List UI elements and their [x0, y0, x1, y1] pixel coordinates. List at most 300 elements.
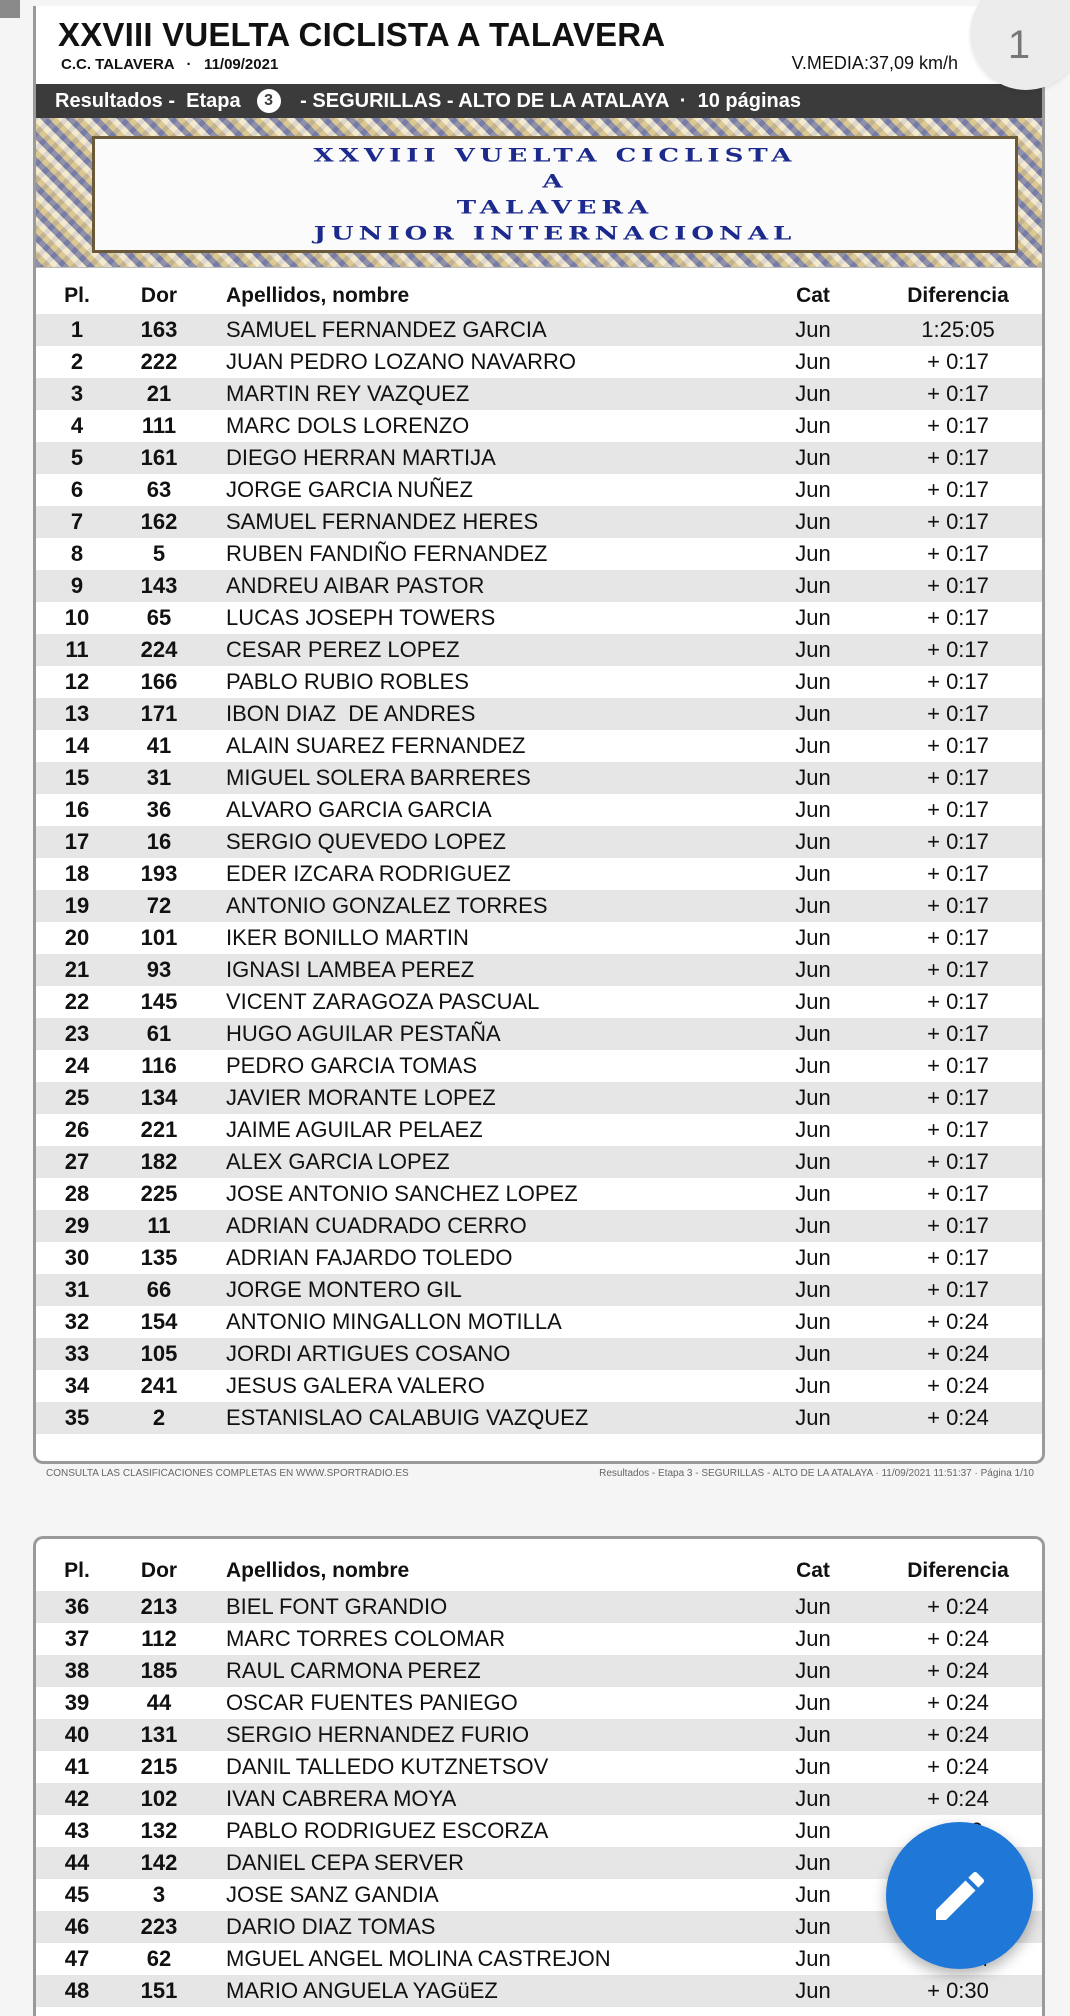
result-row — [36, 698, 1042, 730]
cell-position: 2 — [70, 349, 84, 374]
footer-right-text: Resultados - Etapa 3 - SEGURILLAS - ALTO DE LA ATALAYA · 11/09/2021 11:51:37 · Página 1/10 — [599, 1468, 1034, 1479]
cell-difference: + 0:17 — [927, 413, 989, 438]
col-header-name: Apellidos, nombre — [226, 284, 410, 307]
banner-line: XXVIII VUELTA CICLISTA — [313, 145, 797, 166]
result-row — [36, 1242, 1042, 1274]
result-row — [36, 1402, 1042, 1434]
cell-category: Jun — [795, 1658, 831, 1683]
cell-bib: 221 — [140, 1117, 178, 1142]
results-table-page-1 — [36, 314, 1042, 1434]
cell-bib: 16 — [146, 829, 172, 854]
cell-difference: + 0:24 — [927, 1658, 989, 1683]
col-header-bib: Dor — [140, 1559, 178, 1582]
cell-category: Jun — [795, 381, 831, 406]
col-header-difference: Diferencia — [907, 1559, 1009, 1582]
result-row — [36, 1783, 1042, 1815]
cell-rider-name: ADRIAN CUADRADO CERRO — [226, 1213, 527, 1238]
cell-bib: 61 — [146, 1021, 172, 1046]
result-row — [36, 1018, 1042, 1050]
cell-category: Jun — [795, 1882, 831, 1907]
cell-bib: 166 — [140, 669, 178, 694]
result-row — [36, 1623, 1042, 1655]
cell-difference: + 0:24 — [927, 1754, 989, 1779]
result-row — [36, 1815, 1042, 1847]
cell-category: Jun — [795, 861, 831, 886]
cell-position: 3 — [70, 381, 84, 406]
cell-rider-name: JOSE SANZ GANDIA — [226, 1882, 439, 1907]
result-row — [36, 794, 1042, 826]
result-row — [36, 506, 1042, 538]
cell-difference: + 0:17 — [927, 829, 989, 854]
cell-difference: + 0:17 — [927, 1181, 989, 1206]
cell-rider-name: ALEX GARCIA LOPEZ — [226, 1149, 450, 1174]
cell-position: 19 — [64, 893, 90, 918]
cell-category: Jun — [795, 573, 831, 598]
cell-rider-name: RUBEN FANDIÑO FERNANDEZ — [226, 541, 548, 566]
cell-category: Jun — [795, 1309, 831, 1334]
col-header-difference: Diferencia — [907, 284, 1009, 307]
cell-bib: 143 — [140, 573, 178, 598]
cell-rider-name: MARC DOLS LORENZO — [226, 413, 470, 438]
cell-rider-name: DARIO DIAZ TOMAS — [226, 1914, 436, 1939]
cell-category: Jun — [795, 1021, 831, 1046]
cell-position: 45 — [64, 1882, 90, 1907]
cell-category: Jun — [795, 1149, 831, 1174]
result-row — [36, 1306, 1042, 1338]
cell-category: Jun — [795, 637, 831, 662]
cell-difference: + 0:17 — [927, 1245, 989, 1270]
cell-position: 30 — [64, 1245, 90, 1270]
cell-category: Jun — [795, 1946, 831, 1971]
cell-difference: + 0:17 — [927, 797, 989, 822]
banner-frame — [92, 136, 1018, 253]
cell-category: Jun — [795, 1850, 831, 1875]
cell-rider-name: EDER IZCARA RODRIGUEZ — [226, 861, 511, 886]
cell-bib: 131 — [140, 1722, 178, 1747]
cell-bib: 116 — [141, 1053, 177, 1078]
cell-position: 29 — [64, 1213, 90, 1238]
cell-difference: + 0:17 — [927, 573, 989, 598]
result-row — [36, 1338, 1042, 1370]
cell-category: Jun — [795, 605, 831, 630]
cell-bib: 213 — [140, 1594, 178, 1619]
cell-rider-name: ANTONIO GONZALEZ TORRES — [226, 893, 548, 918]
cell-rider-name: LUCAS JOSEPH TOWERS — [226, 605, 496, 630]
result-row — [36, 1274, 1042, 1306]
footer-left-text: CONSULTA LAS CLASIFICACIONES COMPLETAS EN WWW.SPORTRADIO.ES — [46, 1468, 409, 1479]
cell-difference: + 0:17 — [927, 381, 989, 406]
cell-difference: + 0:17 — [927, 477, 989, 502]
cell-bib: 65 — [146, 605, 172, 630]
cell-category: Jun — [795, 701, 831, 726]
result-row — [36, 538, 1042, 570]
cell-bib: 224 — [140, 637, 178, 662]
result-row — [36, 1210, 1042, 1242]
cell-difference: + 0:17 — [927, 1117, 989, 1142]
cell-rider-name: RAUL CARMONA PEREZ — [226, 1658, 481, 1683]
cell-category: Jun — [795, 445, 831, 470]
cell-category: Jun — [795, 1818, 831, 1843]
cell-position: 36 — [64, 1594, 90, 1619]
result-row — [36, 1943, 1042, 1975]
result-row — [36, 314, 1042, 346]
cell-position: 21 — [64, 957, 90, 982]
cell-difference: + 0:30 — [927, 1978, 989, 2003]
cell-rider-name: ALVARO GARCIA GARCIA — [226, 797, 492, 822]
result-row — [36, 858, 1042, 890]
cell-bib: 101 — [140, 925, 178, 950]
cell-position: 16 — [64, 797, 90, 822]
cell-difference: + 0:17 — [927, 701, 989, 726]
cell-bib: 241 — [140, 1373, 178, 1398]
cell-bib: 112 — [141, 1626, 177, 1651]
cell-rider-name: HUGO AGUILAR PESTAÑA — [226, 1021, 501, 1046]
cell-position: 24 — [64, 1053, 90, 1078]
cell-rider-name: JORDI ARTIGUES COSANO — [226, 1341, 511, 1366]
cell-position: 26 — [64, 1117, 90, 1142]
cell-bib: 41 — [146, 733, 172, 758]
cell-difference: + 0:24 — [927, 1786, 989, 1811]
cell-bib: 21 — [146, 381, 172, 406]
cell-category: Jun — [795, 1373, 831, 1398]
cell-bib: 171 — [140, 701, 178, 726]
result-row — [36, 1082, 1042, 1114]
cell-rider-name: CESAR PEREZ LOPEZ — [226, 637, 460, 662]
cell-rider-name: ANDREU AIBAR PASTOR — [226, 573, 485, 598]
cell-difference: + 0:17 — [927, 893, 989, 918]
result-row — [36, 730, 1042, 762]
cell-difference: + 0:17 — [927, 669, 989, 694]
cell-difference: + 0:17 — [927, 349, 989, 374]
result-row — [36, 410, 1042, 442]
result-row — [36, 1591, 1042, 1623]
cell-bib: 193 — [140, 861, 178, 886]
cell-bib: 151 — [140, 1978, 178, 2003]
cell-bib: 142 — [140, 1850, 178, 1875]
cell-bib: 215 — [140, 1754, 178, 1779]
cell-position: 13 — [64, 701, 90, 726]
cell-position: 17 — [64, 829, 90, 854]
cell-category: Jun — [795, 541, 831, 566]
cell-difference: + 0:17 — [927, 861, 989, 886]
cell-bib: 63 — [146, 477, 172, 502]
cell-category: Jun — [795, 1594, 831, 1619]
cell-rider-name: DANIL TALLEDO KUTZNETSOV — [226, 1754, 549, 1779]
cell-position: 8 — [70, 541, 84, 566]
cell-bib: 62 — [146, 1946, 172, 1971]
results-table-page-2 — [36, 1589, 1042, 2007]
cell-category: Jun — [795, 829, 831, 854]
cell-position: 48 — [64, 1978, 90, 2003]
result-row — [36, 666, 1042, 698]
cell-category: Jun — [795, 1978, 831, 2003]
result-row — [36, 1146, 1042, 1178]
cell-category: Jun — [795, 989, 831, 1014]
cell-position: 12 — [64, 669, 90, 694]
cell-category: Jun — [795, 1786, 831, 1811]
cell-position: 34 — [64, 1373, 90, 1398]
edit-fab-button[interactable] — [886, 1822, 1033, 1969]
cell-category: Jun — [795, 1213, 831, 1238]
cell-bib: 222 — [140, 349, 178, 374]
cell-position: 18 — [64, 861, 90, 886]
cell-category: Jun — [795, 1754, 831, 1779]
cell-position: 28 — [64, 1181, 90, 1206]
cell-difference: + 0:17 — [927, 445, 989, 470]
result-row — [36, 1655, 1042, 1687]
result-row — [36, 378, 1042, 410]
result-row — [36, 1719, 1042, 1751]
cell-position: 6 — [70, 477, 84, 502]
cell-category: Jun — [795, 349, 831, 374]
cell-category: Jun — [795, 1277, 831, 1302]
cell-bib: 3 — [152, 1882, 166, 1907]
result-row — [36, 474, 1042, 506]
cell-bib: 132 — [140, 1818, 178, 1843]
cell-difference: + 0:17 — [927, 637, 989, 662]
cell-position: 10 — [64, 605, 90, 630]
cell-bib: 44 — [146, 1690, 172, 1715]
corner-mark — [0, 0, 20, 18]
cell-bib: 11 — [147, 1213, 171, 1238]
pencil-icon — [928, 1864, 992, 1928]
cell-category: Jun — [795, 925, 831, 950]
cell-rider-name: IVAN CABRERA MOYA — [226, 1786, 457, 1811]
cell-rider-name: ANTONIO MINGALLON MOTILLA — [226, 1309, 562, 1334]
cell-position: 23 — [64, 1021, 90, 1046]
cell-position: 11 — [65, 637, 89, 662]
cell-difference: + 0:17 — [927, 1085, 989, 1110]
event-banner — [36, 118, 1042, 268]
results-page-1 — [33, 6, 1045, 1464]
cell-rider-name: MARC TORRES COLOMAR — [226, 1626, 506, 1651]
cell-position: 1 — [70, 317, 84, 342]
result-row — [36, 442, 1042, 474]
cell-bib: 72 — [146, 893, 172, 918]
cell-bib: 31 — [146, 765, 172, 790]
cell-difference: + 0:17 — [927, 509, 989, 534]
cell-position: 9 — [70, 573, 84, 598]
cell-category: Jun — [795, 765, 831, 790]
cell-bib: 161 — [140, 445, 178, 470]
title-block — [36, 6, 1042, 84]
result-row — [36, 762, 1042, 794]
cell-rider-name: MIGUEL SOLERA BARRERES — [226, 765, 531, 790]
cell-difference: + 0:24 — [927, 1341, 989, 1366]
cell-category: Jun — [795, 669, 831, 694]
stage-bar-prefix: Resultados - Etapa — [55, 89, 241, 112]
cell-category: Jun — [795, 1405, 831, 1430]
cell-position: 22 — [64, 989, 90, 1014]
cell-category: Jun — [795, 1085, 831, 1110]
cell-rider-name: IBON DIAZ DE ANDRES — [226, 701, 476, 726]
cell-rider-name: JAVIER MORANTE LOPEZ — [226, 1085, 496, 1110]
result-row — [36, 1050, 1042, 1082]
cell-position: 47 — [64, 1946, 90, 1971]
cell-position: 46 — [64, 1914, 90, 1939]
cell-bib: 93 — [146, 957, 172, 982]
cell-difference: + 0:24 — [927, 1309, 989, 1334]
cell-rider-name: MGUEL ANGEL MOLINA CASTREJON — [226, 1946, 611, 1971]
col-header-position: Pl. — [64, 284, 90, 307]
cell-rider-name: JAIME AGUILAR PELAEZ — [226, 1117, 483, 1142]
result-row — [36, 1751, 1042, 1783]
cell-rider-name: JUAN PEDRO LOZANO NAVARRO — [226, 349, 577, 374]
table-header — [36, 1539, 1042, 1589]
result-row — [36, 954, 1042, 986]
cell-difference: + 0:17 — [927, 1149, 989, 1174]
cell-rider-name: IGNASI LAMBEA PEREZ — [226, 957, 475, 982]
cell-bib: 105 — [140, 1341, 178, 1366]
cell-bib: 5 — [152, 541, 166, 566]
club-date-line: C.C. TALAVERA · 11/09/2021 — [61, 56, 279, 73]
page-number-badge: 1 — [970, 0, 1070, 90]
table-header — [36, 268, 1042, 314]
result-row — [36, 826, 1042, 858]
cell-bib: 185 — [140, 1658, 178, 1683]
page-footer — [46, 1468, 1034, 1484]
results-page-2 — [33, 1536, 1045, 2016]
cell-rider-name: SAMUEL FERNANDEZ HERES — [226, 509, 539, 534]
cell-position: 4 — [70, 413, 84, 438]
result-row — [36, 1975, 1042, 2007]
cell-rider-name: MARIO ANGUELA YAGüEZ — [226, 1978, 498, 2003]
cell-rider-name: SERGIO QUEVEDO LOPEZ — [226, 829, 506, 854]
cell-position: 37 — [64, 1626, 90, 1651]
cell-position: 41 — [64, 1754, 90, 1779]
cell-category: Jun — [795, 1245, 831, 1270]
banner-line: JUNIOR INTERNACIONAL — [313, 223, 797, 244]
result-row — [36, 890, 1042, 922]
result-row — [36, 570, 1042, 602]
cell-category: Jun — [795, 1914, 831, 1939]
cell-rider-name: MARTIN REY VAZQUEZ — [226, 381, 470, 406]
cell-difference: + 0:17 — [927, 1021, 989, 1046]
cell-position: 15 — [64, 765, 90, 790]
cell-difference: + 0:24 — [927, 1373, 989, 1398]
col-header-bib: Dor — [140, 284, 178, 307]
cell-bib: 223 — [140, 1914, 178, 1939]
cell-position: 33 — [64, 1341, 90, 1366]
cell-position: 5 — [70, 445, 84, 470]
cell-difference: + 0:17 — [927, 1053, 989, 1078]
cell-bib: 145 — [140, 989, 178, 1014]
cell-rider-name: ADRIAN FAJARDO TOLEDO — [226, 1245, 513, 1270]
cell-difference: + 0:24 — [927, 1690, 989, 1715]
cell-rider-name: SERGIO HERNANDEZ FURIO — [226, 1722, 530, 1747]
cell-rider-name: JORGE GARCIA NUÑEZ — [226, 477, 473, 502]
banner-line: A — [542, 171, 568, 192]
cell-position: 35 — [64, 1405, 90, 1430]
cell-position: 25 — [64, 1085, 90, 1110]
event-title: XXVIII VUELTA CICLISTA A TALAVERA — [58, 16, 666, 53]
cell-category: Jun — [795, 1341, 831, 1366]
cell-rider-name: VICENT ZARAGOZA PASCUAL — [226, 989, 540, 1014]
banner-line: TALAVERA — [456, 197, 654, 218]
cell-category: Jun — [795, 1626, 831, 1651]
cell-rider-name: DANIEL CEPA SERVER — [226, 1850, 465, 1875]
cell-rider-name: ESTANISLAO CALABUIG VAZQUEZ — [226, 1405, 589, 1430]
cell-position: 32 — [64, 1309, 90, 1334]
result-row — [36, 986, 1042, 1018]
cell-bib: 2 — [152, 1405, 166, 1430]
result-row — [36, 602, 1042, 634]
cell-position: 40 — [64, 1722, 90, 1747]
cell-category: Jun — [795, 509, 831, 534]
cell-difference: + 0:24 — [927, 1722, 989, 1747]
cell-bib: 102 — [140, 1786, 178, 1811]
cell-position: 27 — [64, 1149, 90, 1174]
cell-bib: 162 — [140, 509, 178, 534]
cell-position: 31 — [64, 1277, 90, 1302]
cell-rider-name: JORGE MONTERO GIL — [226, 1277, 462, 1302]
cell-difference: + 0:17 — [927, 733, 989, 758]
cell-rider-name: IKER BONILLO MARTIN — [226, 925, 469, 950]
cell-position: 38 — [64, 1658, 90, 1683]
cell-category: Jun — [795, 317, 831, 342]
cell-difference: + 0:17 — [927, 1213, 989, 1238]
cell-position: 14 — [64, 733, 90, 758]
cell-bib: 154 — [140, 1309, 178, 1334]
cell-category: Jun — [795, 797, 831, 822]
average-speed: V.MEDIA:37,09 km/h — [791, 53, 958, 73]
cell-difference: + 0:17 — [927, 765, 989, 790]
cell-bib: 66 — [146, 1277, 172, 1302]
cell-difference: + 0:17 — [927, 925, 989, 950]
cell-rider-name: BIEL FONT GRANDIO — [226, 1594, 448, 1619]
stage-bar-suffix: - SEGURILLAS - ALTO DE LA ATALAYA · 10 páginas — [294, 89, 801, 112]
cell-difference: + 0:24 — [927, 1594, 989, 1619]
cell-rider-name: PEDRO GARCIA TOMAS — [226, 1053, 478, 1078]
result-row — [36, 1687, 1042, 1719]
col-header-category: Cat — [796, 284, 830, 307]
cell-category: Jun — [795, 1181, 831, 1206]
cell-rider-name: JOSE ANTONIO SANCHEZ LOPEZ — [226, 1181, 578, 1206]
cell-category: Jun — [795, 1722, 831, 1747]
cell-difference: + 0:17 — [927, 1277, 989, 1302]
result-row — [36, 1370, 1042, 1402]
cell-bib: 163 — [140, 317, 178, 342]
cell-rider-name: DIEGO HERRAN MARTIJA — [226, 445, 496, 470]
stage-number-badge: 3 — [257, 89, 281, 113]
result-row — [36, 1178, 1042, 1210]
col-header-category: Cat — [796, 1559, 830, 1582]
cell-position: 43 — [64, 1818, 90, 1843]
cell-bib: 182 — [140, 1149, 178, 1174]
cell-difference: + 0:17 — [927, 541, 989, 566]
cell-bib: 135 — [140, 1245, 178, 1270]
cell-position: 39 — [64, 1690, 90, 1715]
cell-position: 20 — [64, 925, 90, 950]
result-row — [36, 922, 1042, 954]
cell-difference: + 0:24 — [927, 1626, 989, 1651]
col-header-position: Pl. — [64, 1559, 90, 1582]
cell-bib: 134 — [140, 1085, 178, 1110]
result-row — [36, 1114, 1042, 1146]
cell-category: Jun — [795, 1690, 831, 1715]
col-header-name: Apellidos, nombre — [226, 1559, 410, 1582]
cell-position: 44 — [64, 1850, 90, 1875]
cell-difference: + 0:17 — [927, 605, 989, 630]
cell-difference: + 0:17 — [927, 989, 989, 1014]
cell-category: Jun — [795, 1053, 831, 1078]
cell-category: Jun — [795, 733, 831, 758]
cell-category: Jun — [795, 413, 831, 438]
cell-difference: + 0:17 — [927, 957, 989, 982]
cell-difference: 1:25:05 — [921, 317, 995, 342]
cell-position: 7 — [70, 509, 84, 534]
cell-rider-name: SAMUEL FERNANDEZ GARCIA — [226, 317, 547, 342]
